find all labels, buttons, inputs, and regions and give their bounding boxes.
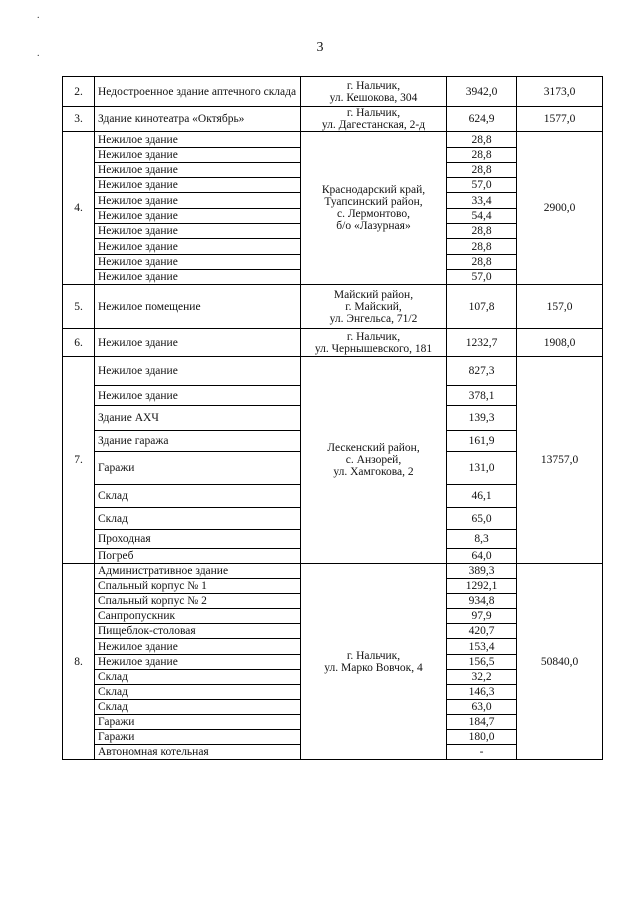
object-name: Автономная котельная (95, 745, 301, 760)
object-area: 64,0 (447, 549, 517, 564)
address-line: ул. Хамгокова, 2 (333, 466, 414, 478)
address-line: ул. Чернышевского, 181 (314, 342, 433, 355)
address-line: Лескенский район, (327, 442, 420, 454)
group-value: 50840,0 (517, 564, 603, 760)
object-name: Нежилое здание (95, 386, 301, 406)
object-name: Нежилое здание (95, 655, 301, 670)
object-area: 107,8 (447, 285, 517, 329)
row-number: 2. (63, 77, 95, 107)
object-area: 28,8 (447, 163, 517, 178)
object-name: Нежилое здание (95, 209, 301, 224)
object-area: 57,0 (447, 178, 517, 193)
address-line: Майский район, (333, 288, 414, 301)
object-area: 934,8 (447, 594, 517, 609)
object-name: Нежилое здание (95, 270, 301, 285)
object-name: Санпропускник (95, 609, 301, 624)
address-line: г. Нальчик, (346, 79, 401, 92)
address-line: г. Нальчик, (346, 330, 401, 343)
row-number: 3. (63, 107, 95, 132)
object-name: Склад (95, 670, 301, 685)
address-line: г. Нальчик, (346, 107, 401, 119)
address-line: Туапсинский район, (324, 196, 423, 208)
object-area: 1232,7 (447, 329, 517, 357)
object-area: 97,9 (447, 609, 517, 624)
object-area: 28,8 (447, 239, 517, 255)
object-area: 54,4 (447, 209, 517, 224)
address-line: ул. Кешокова, 304 (329, 91, 418, 104)
address-line: ул. Энгельса, 71/2 (329, 312, 418, 325)
object-area: 153,4 (447, 639, 517, 655)
object-name: Нежилое помещение (95, 285, 301, 329)
object-area: 28,8 (447, 132, 517, 148)
object-name: Склад (95, 508, 301, 530)
row-number: 5. (63, 285, 95, 329)
object-area: 46,1 (447, 485, 517, 508)
object-address (301, 132, 447, 285)
object-name: Нежилое здание (95, 148, 301, 163)
object-name: Спальный корпус № 1 (95, 579, 301, 594)
address-line: с. Анзорей, (345, 454, 402, 466)
object-name: Гаражи (95, 715, 301, 730)
group-value: 1577,0 (517, 107, 603, 132)
object-address (301, 77, 447, 107)
object-name: Здание АХЧ (95, 406, 301, 431)
group-value: 157,0 (517, 285, 603, 329)
object-name: Нежилое здание (95, 178, 301, 193)
object-name: Нежилое здание (95, 639, 301, 655)
property-table (62, 76, 603, 760)
address-line: ул. Марко Вовчок, 4 (324, 661, 423, 674)
object-name: Нежилое здание (95, 255, 301, 270)
table-row (63, 357, 603, 386)
object-name: Нежилое здание (95, 239, 301, 255)
object-name: Нежилое здание (95, 357, 301, 386)
page-number: 3 (316, 40, 324, 55)
object-area: 28,8 (447, 148, 517, 163)
group-value: 1908,0 (517, 329, 603, 357)
table-row (63, 132, 603, 148)
object-name: Недостроенное здание аптечного склада (95, 77, 301, 107)
object-area: 624,9 (447, 107, 517, 132)
object-name: Здание гаража (95, 431, 301, 452)
object-area: 131,0 (447, 452, 517, 485)
object-area: 156,5 (447, 655, 517, 670)
object-name: Гаражи (95, 730, 301, 745)
address-line: ул. Дагестанская, 2-д (321, 119, 426, 131)
object-area: 1292,1 (447, 579, 517, 594)
address-line: г. Майский, (345, 300, 402, 313)
group-value: 3173,0 (517, 77, 603, 107)
object-address (301, 329, 447, 357)
table-row (63, 107, 603, 132)
object-address (301, 357, 447, 564)
margin-mark-bottom: . (37, 48, 40, 59)
address-line: г. Нальчик, (346, 649, 401, 662)
object-name: Гаражи (95, 452, 301, 485)
object-area: 146,3 (447, 685, 517, 700)
object-area: 161,9 (447, 431, 517, 452)
object-area: 389,3 (447, 564, 517, 579)
object-area: 33,4 (447, 193, 517, 209)
object-area: 378,1 (447, 386, 517, 406)
object-name: Склад (95, 485, 301, 508)
object-area: 139,3 (447, 406, 517, 431)
table-row (63, 329, 603, 357)
object-name: Спальный корпус № 2 (95, 594, 301, 609)
object-area: 65,0 (447, 508, 517, 530)
table-row (63, 285, 603, 329)
object-name: Склад (95, 685, 301, 700)
object-area: 63,0 (447, 700, 517, 715)
object-name: Пищеблок-столовая (95, 624, 301, 639)
object-name: Проходная (95, 530, 301, 549)
address-line: Краснодарский край, (321, 184, 426, 196)
object-area: 827,3 (447, 357, 517, 386)
address-line: с. Лермонтово, (336, 208, 411, 220)
row-number: 4. (63, 132, 95, 285)
group-value: 2900,0 (517, 132, 603, 285)
object-area: 28,8 (447, 255, 517, 270)
address-line: б/о «Лазурная» (336, 220, 411, 232)
object-address (301, 564, 447, 760)
object-area: 420,7 (447, 624, 517, 639)
object-name: Здание кинотеатра «Октябрь» (95, 107, 301, 132)
object-address (301, 285, 447, 329)
table-row (63, 564, 603, 579)
row-number: 8. (63, 564, 95, 760)
group-value: 13757,0 (517, 357, 603, 564)
row-number: 6. (63, 329, 95, 357)
object-area: 180,0 (447, 730, 517, 745)
object-area: 28,8 (447, 224, 517, 239)
object-name: Склад (95, 700, 301, 715)
margin-mark-top: . (37, 10, 40, 21)
object-area: 32,2 (447, 670, 517, 685)
row-number: 7. (63, 357, 95, 564)
object-address (301, 107, 447, 132)
object-name: Нежилое здание (95, 132, 301, 148)
object-area: 8,3 (447, 530, 517, 549)
object-name: Нежилое здание (95, 329, 301, 357)
object-area: - (447, 745, 517, 760)
object-name: Административное здание (95, 564, 301, 579)
object-name: Погреб (95, 549, 301, 564)
object-name: Нежилое здание (95, 163, 301, 178)
object-area: 57,0 (447, 270, 517, 285)
object-name: Нежилое здание (95, 193, 301, 209)
object-area: 3942,0 (447, 77, 517, 107)
object-name: Нежилое здание (95, 224, 301, 239)
table-row (63, 77, 603, 107)
object-area: 184,7 (447, 715, 517, 730)
